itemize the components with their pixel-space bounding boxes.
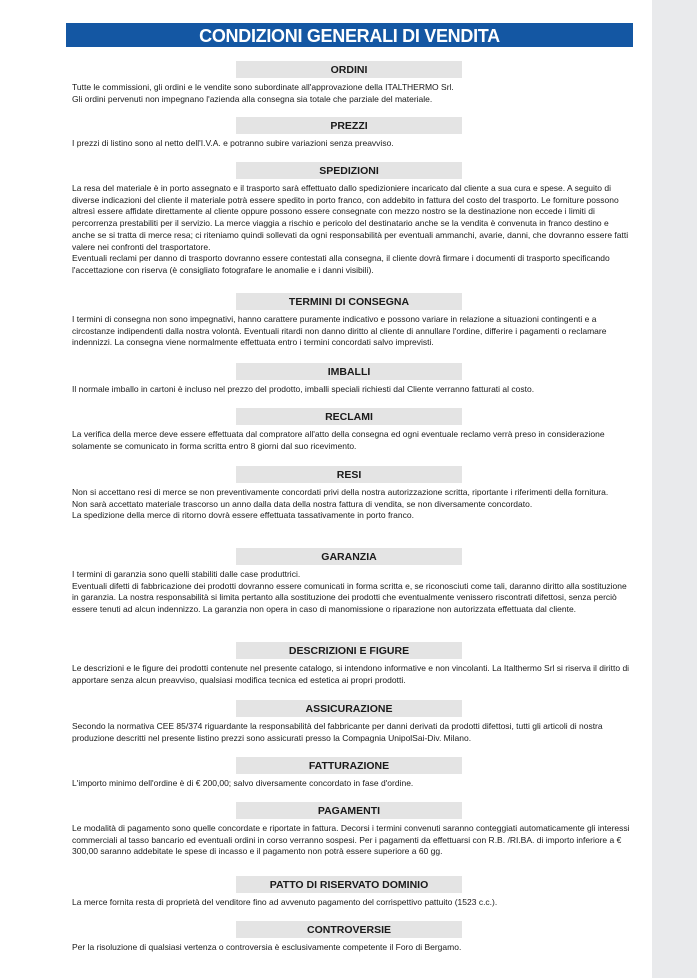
section-ordini (72, 61, 632, 105)
section-body (72, 569, 632, 616)
section-title: ASSICURAZIONE (236, 700, 462, 717)
section-assicurazione (72, 700, 632, 744)
section-descrizioni-e-figure (72, 642, 632, 686)
section-prezzi (72, 117, 632, 150)
section-controversie (72, 921, 632, 954)
section-fatturazione (72, 757, 632, 790)
section-body (72, 314, 632, 349)
section-body (72, 429, 632, 452)
section-title: SPEDIZIONI (236, 162, 462, 179)
section-body (72, 183, 632, 277)
section-title: PAGAMENTI (236, 802, 462, 819)
section-title: DESCRIZIONI E FIGURE (236, 642, 462, 659)
section-paragraph: I termini di consegna non sono impegnativi, hanno carattere puramente indicativo e possono variare in relazione a situazioni contingenti e a circostanze indipendenti dalla nostra volontà. Eventuali ritardi non danno diritto al cliente di annullare l'ordine, differire i pagamenti o reclamare indennizzi. La consegna viene normalmente effettuata entro i termini concordati salvo imprevisti. (72, 314, 607, 348)
section-resi (72, 466, 632, 522)
section-paragraph: Eventuali reclami per danno di trasporto dovranno essere contestati alla consegna, il cliente dovrà firmare i documenti di trasporto specificando l'accettazione con riserva (è consigliato fotografare le anomalie e i danni visibili). (72, 253, 610, 275)
section-body (72, 384, 632, 396)
section-title: PREZZI (236, 117, 462, 134)
section-title: CONTROVERSIE (236, 921, 462, 938)
section-paragraph: L'importo minimo dell'ordine è di € 200,00; salvo diversamente concordato in fase d'ordine. (72, 778, 414, 788)
section-paragraph: Per la risoluzione di qualsiasi vertenza o controversia è esclusivamente competente il Foro di Bergamo. (72, 942, 462, 952)
section-paragraph: La merce fornita resta di proprietà del venditore fino ad avvenuto pagamento del corrispettivo pattuito (1523 c.c.). (72, 897, 498, 907)
section-title: TERMINI DI CONSEGNA (236, 293, 462, 310)
section-body (72, 487, 632, 522)
section-paragraph: I termini di garanzia sono quelli stabiliti dalle case produttrici. (72, 569, 301, 579)
section-title: ORDINI (236, 61, 462, 78)
section-body (72, 942, 632, 954)
section-body (72, 823, 632, 858)
section-paragraph: La verifica della merce deve essere effettuata dal compratore all'atto della consegna ed ogni eventuale reclamo verrà preso in considerazione solamente se comunicato in forma scritta entro 8 giorni dal suo ricevimento. (72, 429, 605, 451)
section-title: GARANZIA (236, 548, 462, 565)
section-spedizioni (72, 162, 632, 277)
section-body (72, 721, 632, 744)
section-reclami (72, 408, 632, 452)
section-paragraph: La resa del materiale è in porto assegnato e il trasporto sarà effettuato dallo spedizioniere incaricato dal cliente a sua cura e spese. A seguito di diverse indicazioni del cliente il materiale potrà essere spedito in porto franco, con addebito in fattura del costo del trasporto. Le forniture possono altresì essere affidate direttamente al cliente oppure possono essere consegnate con mezzo nostro se la destinazione non eccede i limiti di percorrenza prestabiliti per il servizio. La merce viaggia a rischio e pericolo del destinatario anche se la vendita è convenuta in franco destino e anche se si tratta di merce resa; ci riteniamo quindi sollevati da ogni responsabilità per eventuali ammanchi, avarie, danni, che dovranno essere fatti valere nei confronti del trasportatore. (72, 183, 629, 252)
section-paragraph: Eventuali difetti di fabbricazione dei prodotti dovranno essere comunicati in forma scritta e, se riconosciuti come tali, daranno diritto alla sostituzione in garanzia. La nostra responsabilità si limita pertanto alla sostituzione dei prodotti che eventualmente venissero riscontrati difettosi, senza perciò essere tenuti ad alcun indennizzo. La garanzia non opera in caso di manomissione o riparazione non autorizzata effettuata dal cliente. (72, 580, 627, 615)
page-title: CONDIZIONI GENERALI DI VENDITA (66, 23, 633, 47)
section-paragraph: Le descrizioni e le figure dei prodotti contenute nel presente catalogo, si intendono informative e non vincolanti. La Italthermo Srl si riserva il diritto di apportare senza alcun preavviso, qualsiasi modifica tecnica ed estetica ai propri prodotti. (72, 663, 630, 685)
section-paragraph: Non sarà accettato materiale trascorso un anno dalla data della nostra fattura di vendita, se non diversamente concordato. (72, 498, 533, 509)
section-garanzia (72, 548, 632, 616)
section-pagamenti (72, 802, 632, 858)
page-margin-strip (652, 0, 697, 978)
section-paragraph: Secondo la normativa CEE 85/374 riguardante la responsabilità del fabbricante per danni derivati da prodotti difettosi, tutti gli articoli di nostra produzione descritti nel presente listino prezzi sono assicurati presso la Compagnia UnipolSai-Div. Milano. (72, 721, 603, 743)
section-paragraph: La spedizione della merce di ritorno dovrà essere effettuata tassativamente in porto franco. (72, 510, 414, 521)
section-paragraph: Le modalità di pagamento sono quelle concordate e riportate in fattura. Decorsi i termini convenuti saranno conteggiati automaticamente gli interessi commerciali al tasso bancario ed eventuali ordini in corso verranno sospesi. Per i pagamenti da effettuarsi con R.B. /RI.BA. di importo inferiore a € 300,00 saranno addebitate le spese di incasso e il pagamento non potrà essere superiore a 60 gg. (72, 823, 630, 857)
section-body (72, 138, 632, 150)
section-title: FATTURAZIONE (236, 757, 462, 774)
section-paragraph: Il normale imballo in cartoni è incluso nel prezzo del prodotto, imballi speciali richiesti dal Cliente verranno fatturati al costo. (72, 384, 535, 394)
section-body (72, 82, 632, 105)
section-paragraph: I prezzi di listino sono al netto dell'I.V.A. e potranno subire variazioni senza preavviso. (72, 138, 394, 148)
section-title: RESI (236, 466, 462, 483)
section-paragraph: Gli ordini pervenuti non impegnano l'azienda alla consegna sia totale che parziale del materiale. (72, 93, 433, 104)
section-body (72, 778, 632, 790)
section-title: IMBALLI (236, 363, 462, 380)
section-title: RECLAMI (236, 408, 462, 425)
section-body (72, 663, 632, 686)
section-paragraph: Non si accettano resi di merce se non preventivamente concordati privi della nostra autorizzazione scritta, riportante i riferimenti della fornitura. (72, 487, 609, 497)
section-paragraph: Tutte le commissioni, gli ordini e le vendite sono subordinate all'approvazione della ITALTHERMO Srl. (72, 82, 454, 92)
section-title: PATTO DI RISERVATO DOMINIO (236, 876, 462, 893)
section-body (72, 897, 632, 909)
section-patto-di-riservato-dominio (72, 876, 632, 909)
section-imballi (72, 363, 632, 396)
section-termini-di-consegna (72, 293, 632, 349)
